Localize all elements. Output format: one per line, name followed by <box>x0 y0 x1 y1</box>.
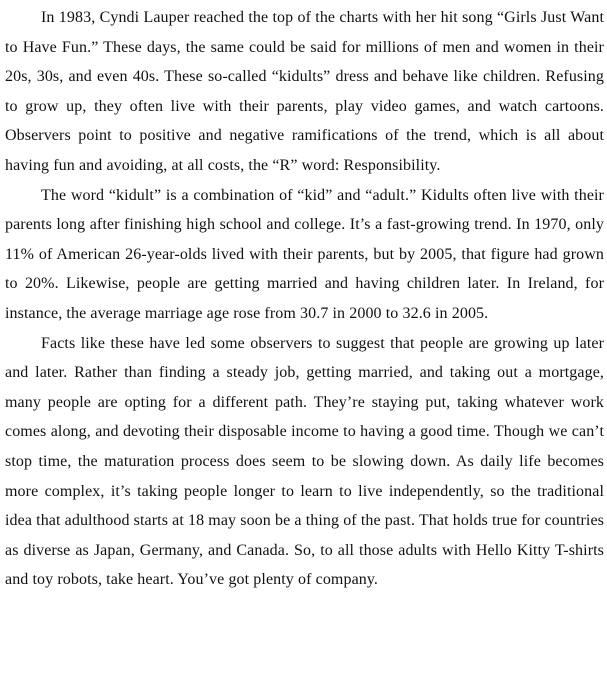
paragraph-2: The word “kidult” is a combination of “kid” and “adult.” Kidults often live with their parents long after finishing high school and college. It’s a fast-growing trend. In 1970, only 11% of American 26-year-olds lived with their parents, but by 2005, that figure had grown to 20%. Likewise, people are getting married and having children later. In Ireland, for instance, the average marriage age rose from 30.7 in 2000 to 32.6 in 2005. <box>5 186 604 322</box>
paragraph-3: Facts like these have led some observers to suggest that people are growing up later and later. Rather than finding a steady job, getting married, and taking out a mortgage, many people are opting for a different path. They’re staying put, taking whatever work comes along, and devoting their disposable income to having a good time. Though we can’t stop time, the maturation process does seem to be slowing down. As daily life becomes more complex, it’s taking people longer to learn to live independently, so the traditional idea that adulthood starts at 18 may soon be a thing of the past. That holds true for countries as diverse as Japan, Germany, and Canada. So, to all those adults with Hello Kitty T-shirts and toy robots, take heart. You’ve got plenty of company. <box>5 334 604 589</box>
paragraph-1: In 1983, Cyndi Lauper reached the top of the charts with her hit song “Girls Just Want to Have Fun.” These days, the same could be said for millions of men and women in their 20s, 30s, and even 40s. These so-called “kidults” dress and behave like children. Refusing to grow up, they often live with their parents, play video games, and watch cartoons. Observers point to positive and negative ramifications of the trend, which is all about having fun and avoiding, at all costs, the “R” word: Responsibility. <box>5 9 604 174</box>
